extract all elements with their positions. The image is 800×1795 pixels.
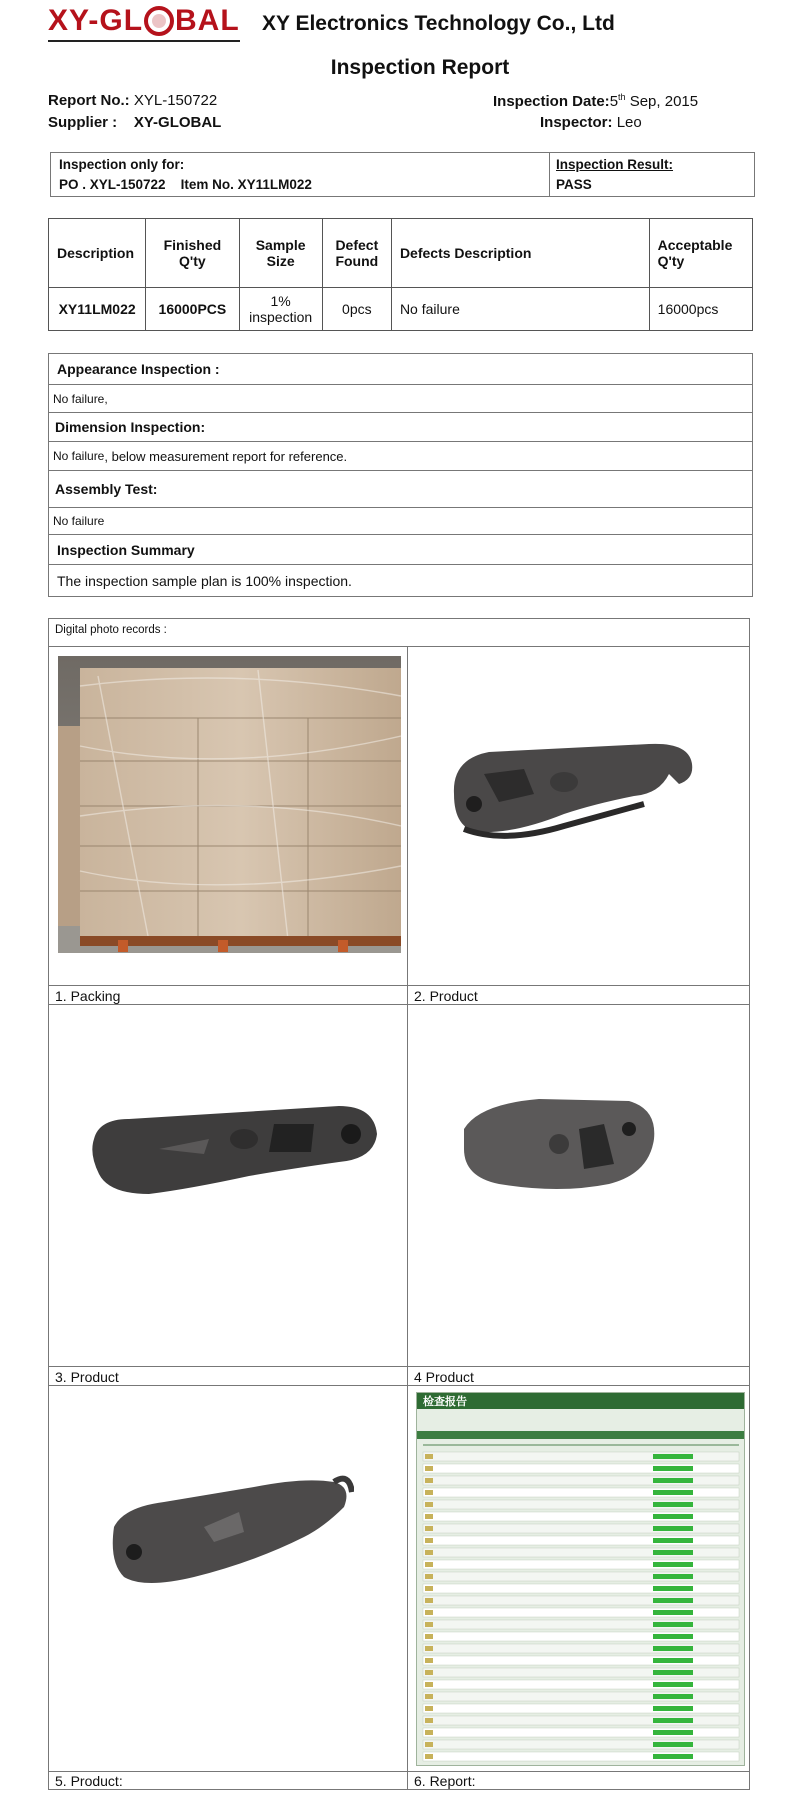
report-row-marker — [425, 1754, 433, 1759]
report-row-marker — [425, 1634, 433, 1639]
assembly-title: Assembly Test: — [49, 471, 752, 508]
header-acceptable-qty: Acceptable Q'ty — [649, 219, 752, 288]
caption-1: 1. Packing — [55, 988, 121, 1004]
appearance-title: Appearance Inspection : — [49, 354, 752, 385]
summary-table — [48, 218, 753, 331]
summary-title: Inspection Summary — [49, 535, 752, 565]
report-row-marker — [425, 1502, 433, 1507]
supplier: Supplier : XY-GLOBAL — [48, 114, 222, 131]
cell-acceptable-qty: 16000pcs — [649, 288, 752, 331]
caption-6: 6. Report: — [414, 1773, 476, 1789]
report-pass-bar — [653, 1634, 693, 1639]
globe-icon — [144, 6, 174, 36]
report-pass-bar — [653, 1478, 693, 1483]
inspection-sections — [48, 353, 753, 597]
packing-photo — [58, 656, 401, 953]
report-row-marker — [425, 1718, 433, 1723]
report-row-marker — [425, 1478, 433, 1483]
company-logo — [48, 4, 240, 38]
report-pass-bar — [653, 1538, 693, 1543]
report-pass-bar — [653, 1754, 693, 1759]
report-pass-bar — [653, 1658, 693, 1663]
report-row-marker — [425, 1742, 433, 1747]
report-pass-bar — [653, 1646, 693, 1651]
report-photo-title: 检查报告 — [417, 1393, 744, 1409]
report-row-marker — [425, 1550, 433, 1555]
report-pass-bar — [653, 1706, 693, 1711]
caption-2: 2. Product — [414, 988, 478, 1004]
report-pass-bar — [653, 1598, 693, 1603]
report-row-marker — [425, 1562, 433, 1567]
report-pass-bar — [653, 1682, 693, 1687]
cell-description: XY11LM022 — [49, 288, 146, 331]
logo-text-bal: BAL — [175, 4, 240, 37]
report-row-marker — [425, 1682, 433, 1687]
report-row-marker — [425, 1658, 433, 1663]
header-defect-found: Defect Found — [322, 219, 391, 288]
report-pass-bar — [653, 1514, 693, 1519]
photo-records-header: Digital photo records : — [55, 624, 167, 636]
report-pass-bar — [653, 1574, 693, 1579]
report-number: Report No.: XYL-150722 — [48, 92, 218, 109]
inspection-date: Inspection Date:5th Sep, 2015 — [493, 92, 699, 110]
header-finished-qty: Finished Q'ty — [146, 219, 239, 288]
report-row-marker — [425, 1694, 433, 1699]
report-pass-bar — [653, 1742, 693, 1747]
report-row-marker — [425, 1586, 433, 1591]
report-pass-bar — [653, 1454, 693, 1459]
report-row-marker — [425, 1454, 433, 1459]
report-pass-bar — [653, 1490, 693, 1495]
cell-finished-qty: 16000PCS — [146, 288, 239, 331]
inspection-result: PASS — [556, 177, 592, 192]
dimension-title: Dimension Inspection: — [49, 413, 752, 442]
report-row-marker — [425, 1610, 433, 1615]
inspection-result-label: Inspection Result: — [556, 157, 674, 172]
report-row-marker — [425, 1706, 433, 1711]
assembly-text: No failure — [49, 508, 752, 535]
report-pass-bar — [653, 1562, 693, 1567]
report-row-marker — [425, 1598, 433, 1603]
caption-3: 3. Product — [55, 1369, 119, 1385]
summary-text: The inspection sample plan is 100% inspection. — [57, 572, 352, 589]
dimension-text: No failure , below measurement report for reference. — [49, 442, 752, 471]
product-photo-3 — [89, 1094, 379, 1214]
report-pass-bar — [653, 1526, 693, 1531]
appearance-text: No failure, — [49, 385, 752, 413]
report-pass-bar — [653, 1502, 693, 1507]
inspector: Inspector: Leo — [540, 114, 642, 131]
report-title: Inspection Report — [330, 56, 510, 79]
company-name: XY Electronics Technology Co., Ltd — [262, 12, 615, 35]
caption-5: 5. Product: — [55, 1773, 123, 1789]
cell-sample-size: 1% inspection — [239, 288, 322, 331]
header-description: Description — [49, 219, 146, 288]
report-row-marker — [425, 1466, 433, 1471]
report-row-marker — [425, 1514, 433, 1519]
report-pass-bar — [653, 1694, 693, 1699]
product-photo-5 — [104, 1467, 354, 1597]
report-pass-bar — [653, 1466, 693, 1471]
caption-4: 4 Product — [414, 1369, 474, 1385]
product-photo-4 — [459, 1089, 659, 1209]
report-row-marker — [425, 1670, 433, 1675]
cell-defect-found: 0pcs — [322, 288, 391, 331]
photo-records — [48, 618, 750, 1790]
po-number: PO . XYL-150722 Item No. XY11LM022 — [59, 177, 312, 192]
header-sample-size: Sample Size — [239, 219, 322, 288]
header-defects-description: Defects Description — [391, 219, 649, 288]
report-pass-bar — [653, 1610, 693, 1615]
report-row-marker — [425, 1526, 433, 1531]
report-pass-bar — [653, 1670, 693, 1675]
product-photo-2 — [444, 734, 694, 854]
report-pass-bar — [653, 1622, 693, 1627]
inspection-for-box — [50, 152, 755, 197]
report-pass-bar — [653, 1718, 693, 1723]
report-row-marker — [425, 1574, 433, 1579]
inspection-for-label: Inspection only for: — [59, 157, 185, 172]
report-row-marker — [425, 1730, 433, 1735]
report-pass-bar — [653, 1550, 693, 1555]
report-pass-bar — [653, 1730, 693, 1735]
report-row-marker — [425, 1622, 433, 1627]
report-row-marker — [425, 1538, 433, 1543]
report-row-marker — [425, 1490, 433, 1495]
measurement-report-photo — [416, 1392, 745, 1766]
table-header-row — [49, 219, 753, 288]
cell-defects-description: No failure — [391, 288, 649, 331]
report-row-marker — [425, 1646, 433, 1651]
report-pass-bar — [653, 1586, 693, 1591]
table-row — [49, 288, 753, 331]
logo-text-xy: XY-GL — [48, 4, 144, 37]
